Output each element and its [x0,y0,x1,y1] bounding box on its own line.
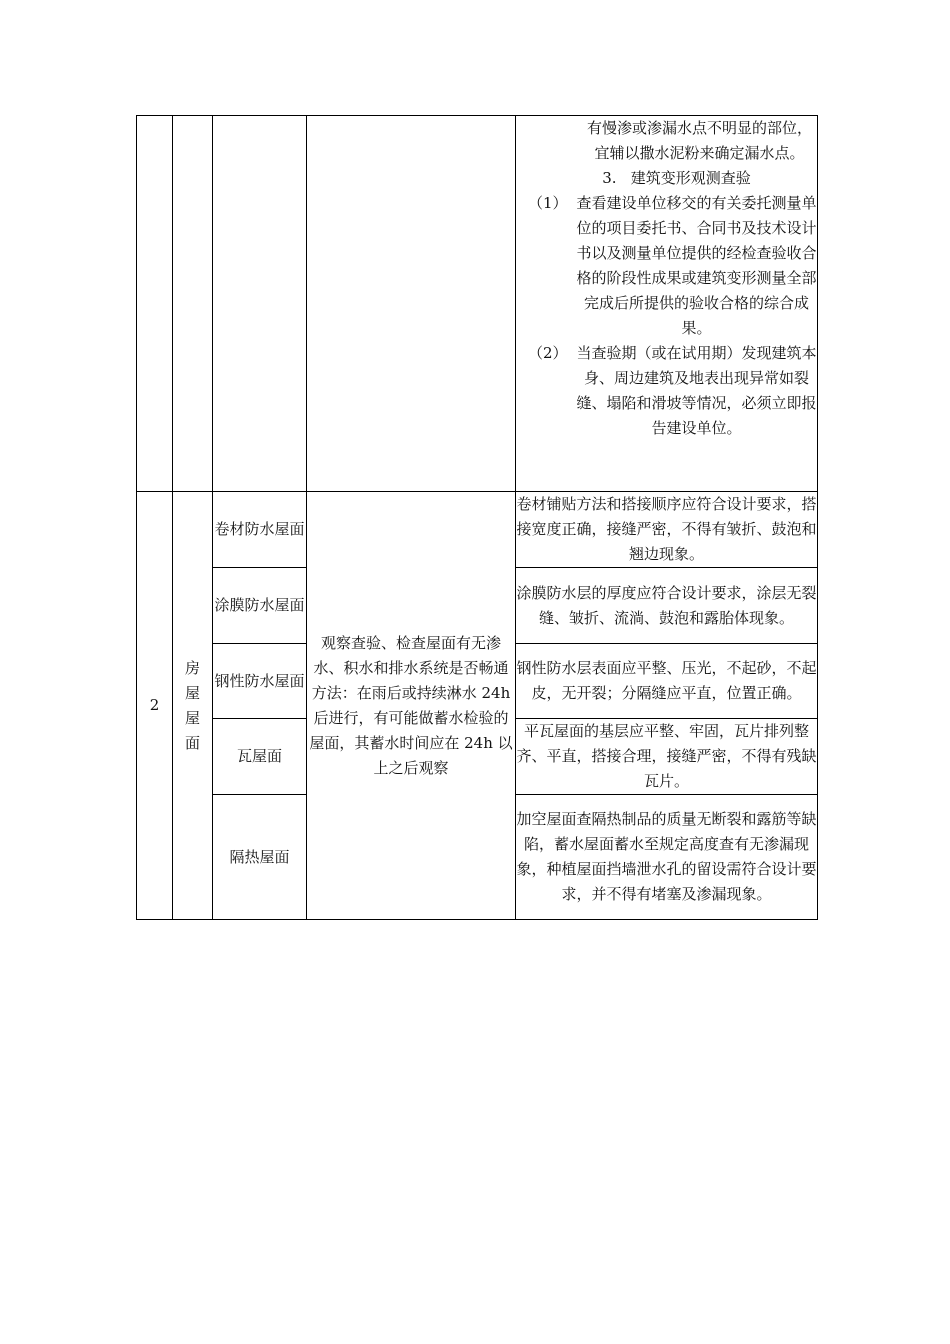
section-category: 房屋屋面 [184,658,200,752]
roof-item-cell-4 [213,719,307,795]
roof-item-3: 钢性防水屋面 [214,671,305,690]
cell-item-empty [213,116,307,492]
roof-item-1: 卷材防水屋面 [214,520,305,538]
cell-category-empty [173,116,213,492]
req-num-label-1: （1） [528,194,568,212]
req-heading-deformation: 3. 建筑变形观测查验 [602,169,751,187]
roof-item-5: 隔热屋面 [229,847,290,866]
roof-requirement-1: 卷材铺贴方法和搭接顺序应符合设计要求，搭接宽度正确，接缝严密，不得有皱折、鼓泡和翘边现象。 [516,495,817,563]
roof-item-cell-3 [213,644,307,719]
cell-number-empty [137,116,173,492]
section-category-cell [173,492,213,920]
section-number: 2 [149,696,160,714]
roof-req-cell-1 [516,492,818,568]
inspection-table [136,115,818,920]
roof-method: 观察查验、检查屋面有无渗水、积水和排水系统是否畅通方法：在雨后或持续淋水 24h 后进行，有可能做蓄水检验的屋面，其蓄水时间应在 24h 以上之后观察 [309,633,513,777]
req-num-text-1: 查看建设单位移交的有关委托测量单位的项目委托书、合同书及技术设计书以及测量单位提供的经检查验收合格的阶段性成果或建筑变形测量全部完成后所提供的验收合格的综合成果。 [576,194,817,337]
roof-req-cell-5 [516,795,818,920]
req-num-label-2: （2） [528,344,568,362]
roof-item-4: 瓦屋面 [236,747,282,765]
roof-req-cell-2 [516,568,818,644]
req-numbered-item-1 [516,191,817,341]
roof-item-cell-1 [213,492,307,568]
continuation-row [137,116,818,492]
roof-item-cell-5 [213,795,307,920]
roof-requirement-5: 加空屋面查隔热制品的质量无断裂和露筋等缺陷，蓄水屋面蓄水至规定高度查有无渗漏现象，种植屋面挡墙泄水孔的留设需符合设计要求，并不得有堵塞及渗漏现象。 [516,810,817,903]
roof-req-cell-4 [516,719,818,795]
req-num-text-2: 当查验期（或在试用期）发现建筑本身、周边建筑及地表出现异常如裂缝、塌陷和滑坡等情况，必须立即报告建设单位。 [576,344,817,437]
roof-method-cell [307,492,516,920]
roof-req-cell-3 [516,644,818,719]
roof-item-2: 涂膜防水屋面 [214,596,305,614]
cell-method-empty [307,116,516,492]
cell-requirement-continued [516,116,818,492]
roof-row-1 [137,492,818,568]
req-numbered-item-2 [516,341,817,441]
roof-requirement-4: 平瓦屋面的基层应平整、牢固，瓦片排列整齐、平直，搭接合理，接缝严密，不得有残缺瓦片。 [516,722,817,790]
section-number-cell [137,492,173,920]
roof-item-cell-2 [213,568,307,644]
roof-requirement-3: 钢性防水层表面应平整、压光，不起砂，不起皮，无开裂；分隔缝应平直，位置正确。 [516,659,817,702]
roof-requirement-2: 涂膜防水层的厚度应符合设计要求，涂层无裂缝、皱折、流淌、鼓泡和露胎体现象。 [516,583,817,627]
req-leak-point-text: 有慢渗或渗漏水点不明显的部位，宜辅以撒水泥粉来确定漏水点。 [586,119,812,162]
